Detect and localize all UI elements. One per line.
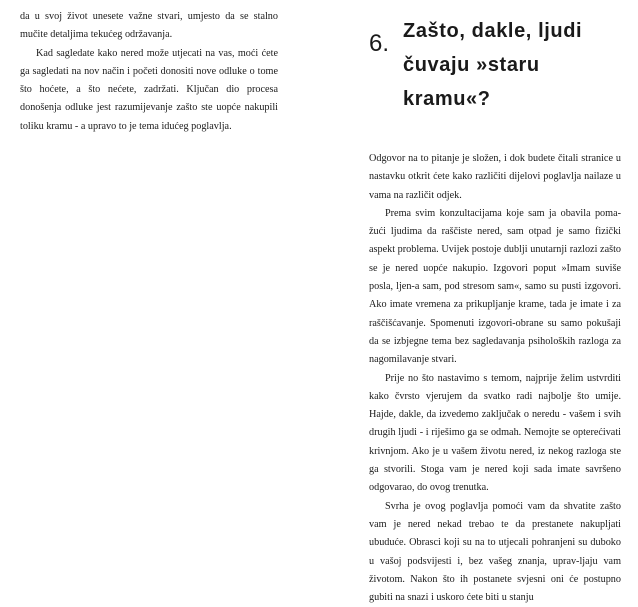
chapter-heading (369, 12, 619, 112)
left-page-text (20, 8, 278, 136)
left-paragraph-1: da u svoj život unesete važne stvari, umjesto da se stalno mučite detaljima tekućeg održavanja. (20, 11, 278, 41)
right-paragraph-1: Odgovor na to pitanje je složen, i dok budete čitali stranice u nastavku otkrit ćete kako različiti dijelovi poglavlja nailaze u vama na različit odjek. (369, 153, 621, 201)
right-paragraph-3: Prije no što nastavimo s temom, najprije želim ustvrditi kako čvrsto vjerujem da svatko radi najbolje što umije. Hajde, dakle, da izvedemo zaključak o neredu - vašem i svih drugih ljudi - i riješimo ga se odmah. Nemojte se opterećivati krivnjom. Ako je u vašem životu nered, iz nekog razloga ste ga stvorili. Stoga vam je nered koji sada imate savršeno odgovarao, do ovog trenutka. (369, 372, 621, 494)
right-paragraph-2: Prema svim konzultacijama koje sam ja obavila poma-žući ljudima da raščiste nered, sam otpad je samo fizički aspekt problema. Uvijek postoje dublji unutarnji razlozi zašto se je nered uopće nakupio. Izgovori poput »Imam suviše posla, ljen-a sam, pod stresom sam«, samo su pusti izgovori. Ako imate vremena za prikupljanje krame, tada je imate i za raščišćavanje. Spomenuti izgovori-obrane su samo pokušaji da se izbjegne tema bez sagledavanja psiholoških razloga za nagomilavanje stvari. (369, 207, 621, 366)
chapter-title-line-3: kramu«? (403, 88, 491, 110)
chapter-title-line-2: čuvaju »staru (403, 54, 540, 76)
right-page-text (369, 150, 621, 607)
chapter-title-line-1: Zašto, dakle, ljudi (403, 20, 583, 42)
chapter-number: 6. (369, 30, 390, 57)
right-paragraph-4: Svrha je ovog poglavlja pomoći vam da shvatite zašto vam je nered nekad trebao te da prestanete nakupljati ubuduće. Obrasci koji su na to utjecali pohranjeni su duboko u vašoj podsvijesti i, bez vašeg znanja, uprav-ljaju vam životom. Nakon što ih postanete svjesni oni će postupno gubiti na snazi i uskoro ćete biti u stanju (369, 500, 621, 604)
left-paragraph-2: Kad sagledate kako nered može utjecati na vas, moći ćete ga sagledati na nov način i početi donositi nove odluke o tome što hoćete, a što nećete, zadržati. Ključan dio procesa donošenja odluke jest razumijevanje zašto ste uopće nakupili toliku kramu - a upravo to je tema idućeg poglavlja. (20, 47, 278, 132)
